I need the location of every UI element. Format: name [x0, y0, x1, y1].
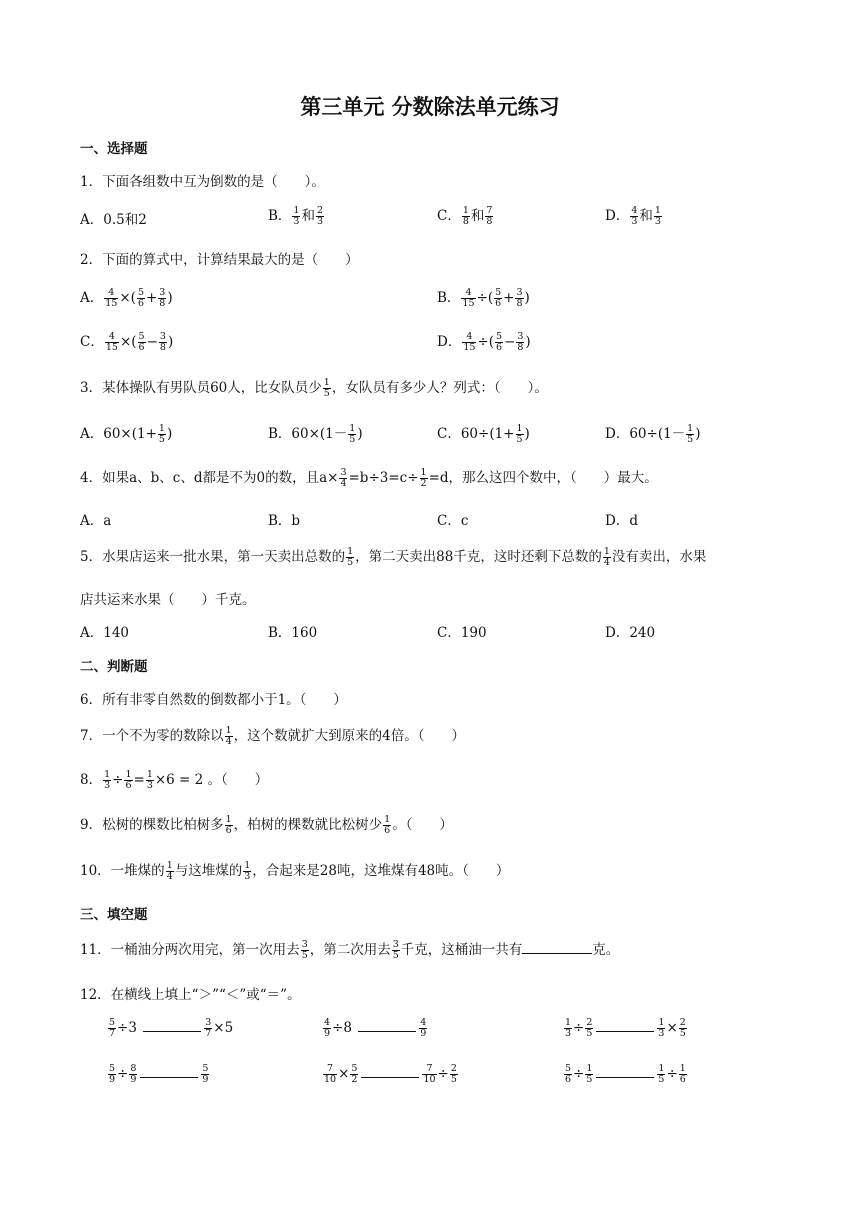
- compare-blank[interactable]: [361, 1065, 419, 1078]
- q4-option-a: A．a: [80, 513, 112, 529]
- page-title: 第三单元 分数除法单元练习: [300, 95, 560, 119]
- q12-item-5: $\frac{7}{10}$ × $\frac{5}{2}$ $\frac{7}{10}$ ÷ $\frac{2}{5}$: [324, 1063, 457, 1085]
- q12-item-4: $\frac{5}{9}$ ÷ $\frac{8}{9}$ $\frac{5}{9}$: [109, 1063, 209, 1085]
- q5-option-a: A．140: [80, 625, 130, 641]
- q3-option-b: B．60×(1－ $\frac{1}{5}$ ): [268, 423, 363, 445]
- question-8: 8． $\frac{1}{3}$ ÷ $\frac{1}{6}$ = $\frac{1}{3}$ ×6 = 2 。（ ）: [80, 769, 269, 791]
- q2-option-c: C． $\frac{4}{15}$ ×( $\frac{5}{6}$ − $\frac{3}{8}$ ): [80, 331, 174, 353]
- q5-option-c: C．190: [437, 625, 487, 641]
- question-9: 9．松树的棵数比柏树多 $\frac{1}{6}$ ，柏树的棵数就比松树少 $\frac{1}{6}$ 。（ ）: [80, 814, 453, 836]
- compare-blank[interactable]: [143, 1019, 201, 1032]
- question-7: 7．一个不为零的数除以 $\frac{1}{4}$ ，这个数就扩大到原来的4倍。（ ）: [80, 725, 465, 747]
- section-heading-fill: 三、填空题: [80, 907, 148, 923]
- q2-option-a: A． $\frac{4}{15}$ ×( $\frac{5}{6}$ + $\frac{3}{8}$ ): [80, 287, 173, 309]
- q1-option-d: D． $\frac{4}{3}$ 和 $\frac{1}{3}$: [605, 205, 661, 227]
- question-4-stem: 4．如果a、b、c、d都是不为0的数，且a× $\frac{3}{4}$ =b÷3=c÷ $\frac{1}{2}$ =d，那么这四个数中，（ ）最大。: [80, 467, 658, 489]
- q5-option-d: D．240: [605, 625, 656, 641]
- compare-blank[interactable]: [358, 1019, 416, 1032]
- compare-blank[interactable]: [596, 1019, 654, 1032]
- section-heading-judge: 二、判断题: [80, 659, 148, 675]
- question-6: 6．所有非零自然数的倒数都小于1。（ ）: [80, 692, 347, 708]
- q3-option-a: A．60×(1+ $\frac{1}{5}$ ): [80, 423, 173, 445]
- section-heading-choice: 一、选择题: [80, 141, 148, 157]
- q5-option-b: B．160: [268, 625, 318, 641]
- compare-blank[interactable]: [140, 1065, 198, 1078]
- q2-option-b: B． $\frac{4}{15}$ ÷( $\frac{5}{6}$ + $\frac{3}{8}$ ): [437, 287, 530, 309]
- q12-item-2: $\frac{4}{9}$ ÷8 $\frac{4}{9}$: [324, 1017, 427, 1039]
- question-5-stem-line1: 5．水果店运来一批水果，第一天卖出总数的 $\frac{1}{5}$ ，第二天卖出88千克，这时还剩下总数的 $\frac{1}{4}$ 没有卖出，水果: [80, 546, 707, 568]
- q12-item-6: $\frac{5}{6}$ ÷ $\frac{1}{5}$ $\frac{1}{5}$ ÷ $\frac{1}{6}$: [565, 1063, 686, 1085]
- question-11: 11．一桶油分两次用完，第一次用去 $\frac{3}{5}$ ，第二次用去 $\frac{3}{5}$ 千克，这桶油一共有 克。: [80, 939, 620, 961]
- q1-option-b: B． $\frac{1}{3}$ 和 $\frac{2}{3}$: [268, 205, 324, 227]
- q12-item-1: $\frac{5}{7}$ ÷3 $\frac{3}{7}$ ×5: [109, 1017, 234, 1039]
- question-10: 10．一堆煤的 $\frac{1}{4}$ 与这堆煤的 $\frac{1}{3}$ ，合起来是28吨，这堆煤有48吨。（ ）: [80, 860, 510, 882]
- q2-option-d: D． $\frac{4}{15}$ ÷( $\frac{5}{6}$ − $\frac{3}{8}$ ): [437, 331, 531, 353]
- q1-option-a: A．0.5和2: [80, 212, 147, 228]
- q3-option-c: C．60÷(1+ $\frac{1}{5}$ ): [437, 423, 530, 445]
- question-2-stem: 2．下面的算式中，计算结果最大的是（ ）: [80, 252, 359, 268]
- q3-option-d: D．60÷(1－ $\frac{1}{5}$ ): [605, 423, 701, 445]
- q4-option-b: B．b: [268, 513, 301, 529]
- q1-option-c: C． $\frac{1}{8}$ 和 $\frac{7}{8}$: [437, 205, 493, 227]
- compare-blank[interactable]: [596, 1065, 654, 1078]
- question-12-stem: 12．在横线上填上“＞”“＜”或“＝”。: [80, 987, 301, 1003]
- q4-option-d: D．d: [605, 513, 638, 529]
- q4-option-c: C．c: [437, 513, 469, 529]
- question-5-stem-line2: 店共运来水果（ ）千克。: [80, 592, 256, 608]
- question-3-stem: 3．某体操队有男队员60人，比女队员少 $\frac{1}{5}$ ，女队员有多少人？列式：（ ）。: [80, 377, 548, 399]
- question-1-stem: 1．下面各组数中互为倒数的是（ ）。: [80, 174, 325, 190]
- q12-item-3: $\frac{1}{3}$ ÷ $\frac{2}{5}$ $\frac{1}{3}$ × $\frac{2}{5}$: [565, 1017, 686, 1039]
- answer-blank[interactable]: [522, 940, 592, 954]
